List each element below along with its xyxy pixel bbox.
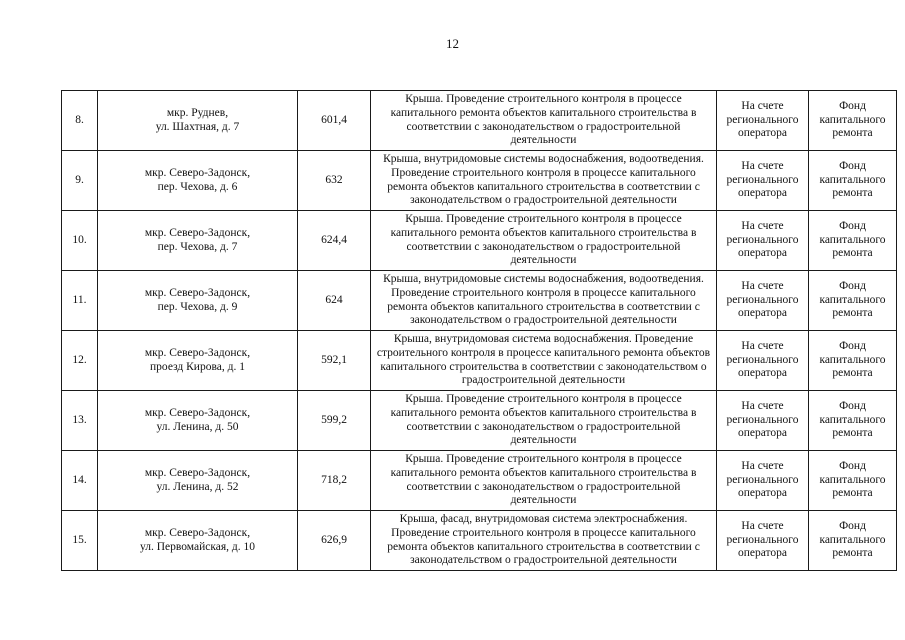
repair-works: Крыша. Проведение строительного контроля в процессе капитального ремонта объектов капитального строительства в соответствии с законодательством о градостроительной деятельности: [371, 451, 717, 511]
address-street: ул. Первомайская, д. 10: [140, 540, 255, 553]
address-district: мкр. Северо-Задонск,: [144, 286, 251, 299]
repair-works: Крыша, внутридомовые системы водоснабжения, водоотведения. Проведение строительного контроля в процессе капитального ремонта объектов капитального строительства в соответствии с законодательством о градостроительной деятельности: [371, 271, 717, 331]
building-address: [98, 451, 298, 511]
funding-source: Фонд капитального ремонта: [809, 331, 897, 391]
row-number: 15.: [62, 511, 98, 571]
table-row: [62, 271, 897, 331]
address-street: ул. Ленина, д. 52: [156, 480, 239, 493]
address-district: мкр. Северо-Задонск,: [144, 166, 251, 179]
address-district: мкр. Северо-Задонск,: [144, 406, 251, 419]
fund-formation-method: На счете регионального оператора: [717, 91, 809, 151]
building-area: 624,4: [298, 211, 371, 271]
funding-source: Фонд капитального ремонта: [809, 391, 897, 451]
row-number: 13.: [62, 391, 98, 451]
fund-formation-method: На счете регионального оператора: [717, 451, 809, 511]
table-row: [62, 211, 897, 271]
funding-source: Фонд капитального ремонта: [809, 451, 897, 511]
table-row: [62, 511, 897, 571]
table-row: [62, 91, 897, 151]
address-district: мкр. Руднев,: [166, 106, 229, 119]
building-area: 592,1: [298, 331, 371, 391]
repair-works: Крыша, внутридомовая система водоснабжения. Проведение строительного контроля в процессе капитального ремонта объектов капитального строительства в соответствии с законодательством о градостроительной деятельности: [371, 331, 717, 391]
building-address: [98, 271, 298, 331]
address-street: проезд Кирова, д. 1: [150, 360, 245, 373]
fund-formation-method: На счете регионального оператора: [717, 391, 809, 451]
building-address: [98, 211, 298, 271]
repair-program-table: [61, 90, 897, 571]
table-row: [62, 391, 897, 451]
fund-formation-method: На счете регионального оператора: [717, 271, 809, 331]
repair-works: Крыша. Проведение строительного контроля в процессе капитального ремонта объектов капитального строительства в соответствии с законодательством о градостроительной деятельности: [371, 391, 717, 451]
page-number: 12: [446, 36, 459, 51]
repair-works: Крыша. Проведение строительного контроля в процессе капитального ремонта объектов капитального строительства в соответствии с законодательством о градостроительной деятельности: [371, 211, 717, 271]
fund-formation-method: На счете регионального оператора: [717, 151, 809, 211]
address-street: пер. Чехова, д. 9: [157, 300, 238, 313]
row-number: 11.: [62, 271, 98, 331]
funding-source: Фонд капитального ремонта: [809, 151, 897, 211]
fund-formation-method: На счете регионального оператора: [717, 211, 809, 271]
address-district: мкр. Северо-Задонск,: [144, 346, 251, 359]
table-row: [62, 151, 897, 211]
address-district: мкр. Северо-Задонск,: [144, 466, 251, 479]
repair-works: Крыша, внутридомовые системы водоснабжения, водоотведения. Проведение строительного контроля в процессе капитального ремонта объектов капитального строительства в соответствии с законодательством о градостроительной деятельности: [371, 151, 717, 211]
address-street: ул. Ленина, д. 50: [156, 420, 239, 433]
building-area: 632: [298, 151, 371, 211]
building-address: [98, 151, 298, 211]
funding-source: Фонд капитального ремонта: [809, 511, 897, 571]
repair-works: Крыша, фасад, внутридомовая система электроснабжения. Проведение строительного контроля в процессе капитального ремонта объектов капитального строительства в соответствии с законодательством о градостроительной деятельности: [371, 511, 717, 571]
row-number: 10.: [62, 211, 98, 271]
row-number: 9.: [62, 151, 98, 211]
table-row: [62, 331, 897, 391]
address-street: пер. Чехова, д. 6: [157, 180, 238, 193]
row-number: 14.: [62, 451, 98, 511]
building-area: 601,4: [298, 91, 371, 151]
address-street: ул. Шахтная, д. 7: [155, 120, 240, 133]
funding-source: Фонд капитального ремонта: [809, 211, 897, 271]
building-area: 718,2: [298, 451, 371, 511]
building-address: [98, 331, 298, 391]
fund-formation-method: На счете регионального оператора: [717, 331, 809, 391]
funding-source: Фонд капитального ремонта: [809, 271, 897, 331]
row-number: 12.: [62, 331, 98, 391]
repair-works: Крыша. Проведение строительного контроля в процессе капитального ремонта объектов капитального строительства в соответствии с законодательством о градостроительной деятельности: [371, 91, 717, 151]
funding-source: Фонд капитального ремонта: [809, 91, 897, 151]
table-row: [62, 451, 897, 511]
row-number: 8.: [62, 91, 98, 151]
building-address: [98, 391, 298, 451]
building-area: 626,9: [298, 511, 371, 571]
address-street: пер. Чехова, д. 7: [157, 240, 238, 253]
building-address: [98, 91, 298, 151]
building-area: 624: [298, 271, 371, 331]
fund-formation-method: На счете регионального оператора: [717, 511, 809, 571]
address-district: мкр. Северо-Задонск,: [144, 526, 251, 539]
building-area: 599,2: [298, 391, 371, 451]
address-district: мкр. Северо-Задонск,: [144, 226, 251, 239]
building-address: [98, 511, 298, 571]
